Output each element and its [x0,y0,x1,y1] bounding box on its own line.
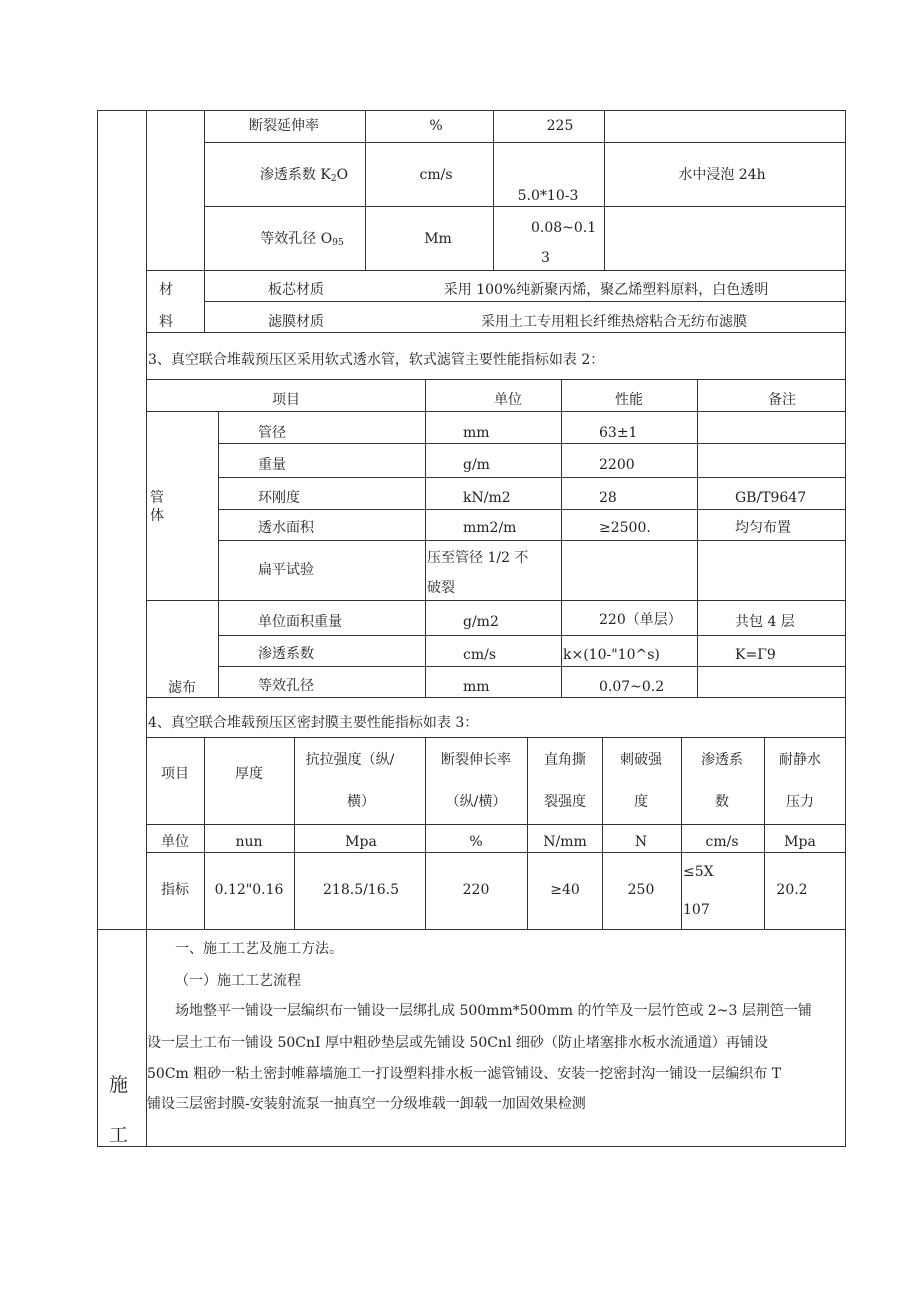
t3-v4 [527,737,528,929]
cell-value: 250 [627,882,655,898]
t1-h2 [204,206,846,207]
cell-unit: g/m [463,457,490,473]
t2-h9 [146,697,846,698]
t2-h2 [218,443,846,444]
t1-v1 [204,110,205,332]
cell-note: 水中浸泡 24h [678,167,766,183]
cell-note: 共包 4 层 [735,614,795,630]
cell-value: 220 [462,882,490,898]
header-elongation: （纵/横） [445,794,507,810]
cell-unit: % [469,834,483,850]
construction-paragraph-line: 50Cm 粗砂一粘土密封帷幕墙施工一打设塑料排水板一滤管铺设、安装一挖密封沟一铺设一层编织布 T [147,1066,782,1082]
cell-desc: 采用土工专用粗长纤维热熔粘合无纺布滤膜 [481,314,747,330]
construction-subheading: （一）施工工艺流程 [175,973,301,989]
cell-value-line1: ≤5X [683,864,714,880]
cell-item: 滤膜材质 [268,314,324,330]
material-label: 料 [159,314,173,330]
header-permeability: 数 [715,794,729,810]
cell-unit: kN/m2 [463,490,511,506]
construction-side-label: 工 [109,1124,129,1146]
construction-paragraph-line: 铺设三层密封膜-安装射流泵一抽真空一分级堆载一卸载一加固效果检测 [147,1096,586,1112]
cell-item-permeability: 渗透系数 $K_2O$ [259,167,349,184]
t2-h6 [146,600,846,601]
cell-value: k×(10-"10^s) [563,647,660,663]
cell-unit: Mm [424,231,452,247]
t3-v6 [681,737,682,929]
cell-item: 管径 [258,425,286,441]
border-left [97,110,98,1147]
cell-value-line2: 3 [541,250,550,266]
cell-unit: N [634,834,648,850]
cell-item: 透水面积 [258,520,314,536]
t2-v1 [218,411,219,697]
group-label-pipe: 体 [150,508,164,524]
material-label: 材 [159,282,173,298]
header-performance: 性能 [615,392,643,408]
t1-h4 [204,301,846,302]
t1-v3 [493,110,494,270]
header-puncture: 度 [634,794,648,810]
t3-v3 [425,737,426,929]
t3-v1 [204,737,205,929]
header-item: 项目 [161,766,189,782]
cell-unit-label: 单位 [161,834,189,850]
header-hydrostatic: 压力 [786,794,814,810]
cell-value: ≥2500. [599,520,651,536]
cell-value: 0.07~0.2 [599,679,665,695]
cell-item: 板芯材质 [268,282,324,298]
cell-value: 2200 [599,457,635,473]
group-label-pipe: 管 [150,490,164,506]
cell-item: 重量 [258,457,286,473]
t3-h0 [146,737,846,738]
header-elongation: 断裂伸长率 [441,752,511,768]
cell-value: 0.12"0.16 [214,882,284,898]
cell-unit: Mpa [345,834,377,850]
header-puncture: 刺破强 [620,752,662,768]
header-item: 项目 [272,392,300,408]
cell-value: ≥40 [550,882,580,898]
header-permeability: 渗透系 [701,752,743,768]
header-tear: 裂强度 [544,794,586,810]
cell-value: 220（单层） [599,612,682,628]
header-thickness: 厚度 [235,766,263,782]
cell-value: 28 [599,490,617,506]
header-hydrostatic: 耐静水 [779,752,821,768]
cell-item: 断裂延伸率 [249,118,319,134]
t2-h8 [218,666,846,667]
cell-value: 218.5/16.5 [323,882,399,898]
cell-unit: cm/s [419,167,453,183]
cell-note: 均匀布置 [735,520,791,536]
t1-h5 [146,332,846,333]
section-4-title: 4、真空联合堆载预压区密封膜主要性能指标如表 3： [148,715,479,731]
t3-h1 [146,824,846,825]
cell-unit-line1: 压至管径 1/2 不 [427,550,529,566]
t1-v2 [365,110,366,270]
cell-unit: nun [235,834,263,850]
cell-item: 单位面积重量 [258,614,342,630]
border-right [845,110,846,1147]
t2-v3 [561,379,562,697]
t2-h3 [218,477,846,478]
group-label-filter-cloth: 滤布 [168,680,196,696]
cell-value: 5.0*10-3 [517,188,579,204]
t2-h0 [146,379,846,380]
t3-h2 [146,852,846,853]
construction-heading: 一、施工工艺及施工方法。 [175,941,343,957]
cell-value: 225 [546,118,574,134]
construction-paragraph-line: 场地整平一铺设一层编织布一铺设一层绑扎成 500mm*500mm 的竹竿及一层竹笆或 2~3 层荆笆一铺 [175,1003,812,1019]
cell-desc: 采用 100%纯新聚丙烯，聚乙烯塑料原料，白色透明 [443,282,769,298]
cell-unit: mm [463,679,490,695]
cell-unit: cm/s [463,647,497,663]
t2-h5 [218,540,846,541]
cell-unit: Mpa [784,834,816,850]
cell-value-line1: 0.08~0.1 [531,220,597,236]
t2-h4 [218,509,846,510]
border-bottom [97,1146,846,1147]
cell-unit: mm [463,425,490,441]
t2-h7 [218,635,846,636]
t3-v5 [602,737,603,929]
cell-item: 环刚度 [258,490,300,506]
construction-divider [97,929,846,930]
t2-v4 [697,379,698,697]
header-tear: 直角撕 [544,752,586,768]
cell-unit: cm/s [705,834,739,850]
header-tensile: 抗拉强度（纵/ [305,752,395,768]
cell-index-label: 指标 [161,882,189,898]
cell-item: 等效孔径 [258,678,314,694]
header-note: 备注 [768,392,796,408]
t3-v2 [294,737,295,929]
t2-v2 [425,379,426,697]
section-3-title: 3、真空联合堆载预压区采用软式透水管，软式滤管主要性能指标如表 2： [148,352,605,368]
header-unit: 单位 [494,392,522,408]
header-tensile: 横） [347,794,375,810]
cell-value-line2: 107 [683,902,710,918]
t2-h1 [146,411,846,412]
t3-v7 [764,737,765,929]
cell-value: 20.2 [776,882,808,898]
cell-item-pore-size: 等效孔径 $O_{95}$ [260,231,344,248]
t1-h1 [204,142,846,143]
border-top [97,110,846,111]
cell-item: 渗透系数 [258,646,314,662]
cell-unit: g/m2 [463,614,499,630]
t1-h3 [146,270,846,271]
cell-item: 扁平试验 [258,562,314,578]
cell-note: K=Γ9 [735,647,776,663]
cell-unit-line2: 破裂 [427,580,455,596]
construction-paragraph-line: 设一层土工布一铺设 50CnI 厚中粗砂垫层或先铺设 50Cnl 细砂（防止堵塞排水板水流通道）再铺设 [147,1035,768,1051]
cell-unit: % [429,118,443,134]
cell-value: 63±1 [599,425,638,441]
t1-v4 [604,110,605,270]
cell-unit: N/mm [543,834,587,850]
construction-side-label: 施 [109,1074,129,1096]
cell-note: GB/T9647 [735,490,807,506]
cell-unit: mm2/m [463,520,517,536]
divider-left-column [146,110,147,1147]
